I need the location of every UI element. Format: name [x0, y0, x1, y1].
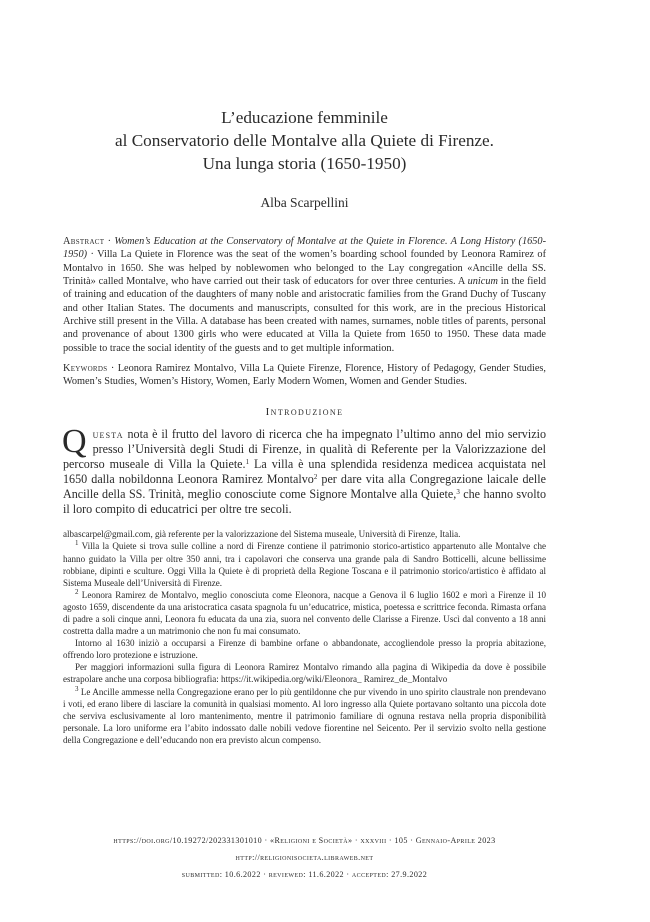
abstract-separator: ·	[104, 236, 115, 247]
footer-doi-line	[63, 836, 546, 845]
footnote-2-continued: Intorno al 1630 iniziò a occuparsi a Firenze di bambine orfane o abbandonate, accogliendole presso la propria abitazione, offrendo loro protezione e istruzione.	[63, 638, 546, 661]
intro-lead: uesta	[92, 426, 124, 441]
footnote-2	[63, 589, 546, 637]
intro-text-1: nota è il frutto del lavoro di ricerca che ha impegnato l’ultimo anno del mio servizio presso l’Università degli Studi di Firenze, in qualità di Referente per la Valorizzazione del percorso museale di Villa la Quiete.	[63, 426, 546, 471]
intro-text-2: La villa è una splendida residenza medicea acquistata nel 1650 dalla nobildonna Leonora Ramirez Montalvo	[63, 456, 546, 487]
keywords-label: Keywords	[63, 363, 108, 375]
abstract	[63, 235, 546, 355]
footnote-1	[63, 540, 546, 588]
author-name: Alba Scarpellini	[260, 195, 349, 210]
keywords	[63, 362, 546, 389]
intro-text-3: per dare vita alla Congregazione laicale delle Ancille della SS. Trinità, meglio conosciute come Signore Montalve alla Quiete,	[63, 472, 546, 502]
footnotes	[63, 528, 546, 746]
author-email-note: albascarpel@gmail.com, già referente per la valorizzazione del Sistema museale, Università di Firenze, Italia.	[63, 529, 461, 540]
title-line-3: Una lunga storia (1650-1950)	[202, 154, 407, 173]
intro-paragraph	[62, 422, 546, 518]
footnote-ref-1[interactable]: 1	[245, 457, 250, 466]
paper-page	[62, 0, 547, 879]
footer-url-line	[63, 853, 546, 862]
footnote-ref-2[interactable]: 2	[313, 473, 318, 482]
drop-cap: Q	[62, 422, 87, 460]
footnote-3	[63, 686, 546, 746]
footnote-1-text: Villa la Quiete si trova sulle colline a nord di Firenze contiene il patrimonio storico-artistico appartenuto alle Montalve che hanno guidato la Villa per oltre 350 anni, tra i capolavori che conserva una grande pala di Sandro Botticelli, alcune bellissime robbiane, dipinti e sculture. Oggi Villa la Quiete è di proprietà della Regione Toscana e il patrimonio storico/artistico è affidato al Sistema Museale dell’Università di Firenze.	[63, 541, 546, 588]
footnote-2-number: 2	[75, 587, 79, 596]
paper-title	[63, 106, 546, 175]
abstract-text-2: in the field of training and education of the daughters of many noble and aristocratic families from the Grand Duchy of Tuscany and other Italian States. The documents and manuscripts, consulted for this work, are in the precious Historical Archive still present in the Villa. A database has been created with names, surnames, noble titles of parents, personal and provenance of about 1300 girls who were educated at Villa la Quiete from 1650 to 1950. These data made possible to trace the social identity of the guests and to get multiple information.	[63, 276, 546, 354]
footnote-3-number: 3	[75, 684, 79, 693]
section-heading: Introduzione	[265, 405, 344, 418]
journal-url-link[interactable]: http://religionisocieta.libraweb.net	[235, 853, 374, 862]
footnote-2-text: Leonora Ramirez de Montalvo, meglio conosciuta come Eleonora, nacque a Genova il 6 luglio 1602 e morì a Firenze il 10 agosto 1659, discendente da una aristocratica casata spagnola fu un’educatrice, mistica, poetessa e scrittrice feconda. Rimasta orfana di padre a soli cinque anni, Leonora fu educata da una zia, suora nel convento delle Clarisse a Firenze. Uscì dal convento a 18 anni costretta dalla madre a un matrimonio che non fu mai consumato.	[63, 589, 546, 637]
footnote-3-text: Le Ancille ammesse nella Congregazione erano per lo più gentildonne che pur vivendo in uno spirito claustrale non prendevano i voti, ed erano libere di lasciare la comunità in qualsiasi momento. Al loro ingresso alla Quiete portavano soltanto una piccola dote che serviva esclusivamente al loro mantenimento, mentre il patrimonio familiare di ognuna restava nella propria disponibilità personale. La loro uniforme era l’abito indossato dalle nobili vedove fiorentine nel Seicento. Per il servizio svolto nella gestione della Congregazione e dell’educando non era previsto alcun compenso.	[63, 686, 546, 745]
title-line-1: L’educazione femminile	[221, 108, 388, 127]
submission-dates: submitted: 10.6.2022 · reviewed: 11.6.2022 · accepted: 27.9.2022	[181, 870, 428, 879]
footer-dates-line	[63, 870, 546, 879]
abstract-label: Abstract	[63, 236, 105, 247]
abstract-text-1: · Villa La Quiete in Florence was the seat of the women’s boarding school founded by Leonora Ramirez of Montalvo in 1650. She was helped by noblewomen who belonged to the Lay congregation «Ancille della SS. Trinità» called Montalve, who have carried out their task of educators for over three centuries. A	[63, 249, 546, 288]
abstract-english-title: Women’s Education at the Conservatory of Montalve at the Quiete in Florence. A Long History (1650-1950)	[63, 236, 547, 261]
keywords-text: · Leonora Ramirez Montalvo, Villa La Quiete Firenze, Florence, History of Pedagogy, Gender Studies, Women’s Studies, Women’s History, Women, Early Modern Women, Women and Gender Studies.	[63, 363, 546, 388]
intro-text-4: che hanno svolto il loro compito di educatrici per oltre tre secoli.	[63, 487, 546, 517]
doi-link[interactable]: https://doi.org/10.19272/202331301010 · «Religioni e Società» · xxxviii · 105 · Gennaio-Aprile 2023	[113, 836, 496, 845]
title-line-2: al Conservatorio delle Montalve alla Quiete di Firenze.	[115, 131, 494, 150]
footnote-ref-3[interactable]: 3	[456, 488, 460, 497]
abstract-unicum: unicum	[467, 276, 498, 288]
footnote-2-wiki: Per maggiori informazioni sulla figura di Leonora Ramirez Montalvo rimando alla pagina di Wikipedia da dove è possibile estrapolare anche una corposa bibliografia: https://it.wikipedia.org/wiki/Eleonora_ Ramirez_de_Montalvo	[63, 662, 546, 685]
footnote-1-number: 1	[75, 539, 79, 548]
